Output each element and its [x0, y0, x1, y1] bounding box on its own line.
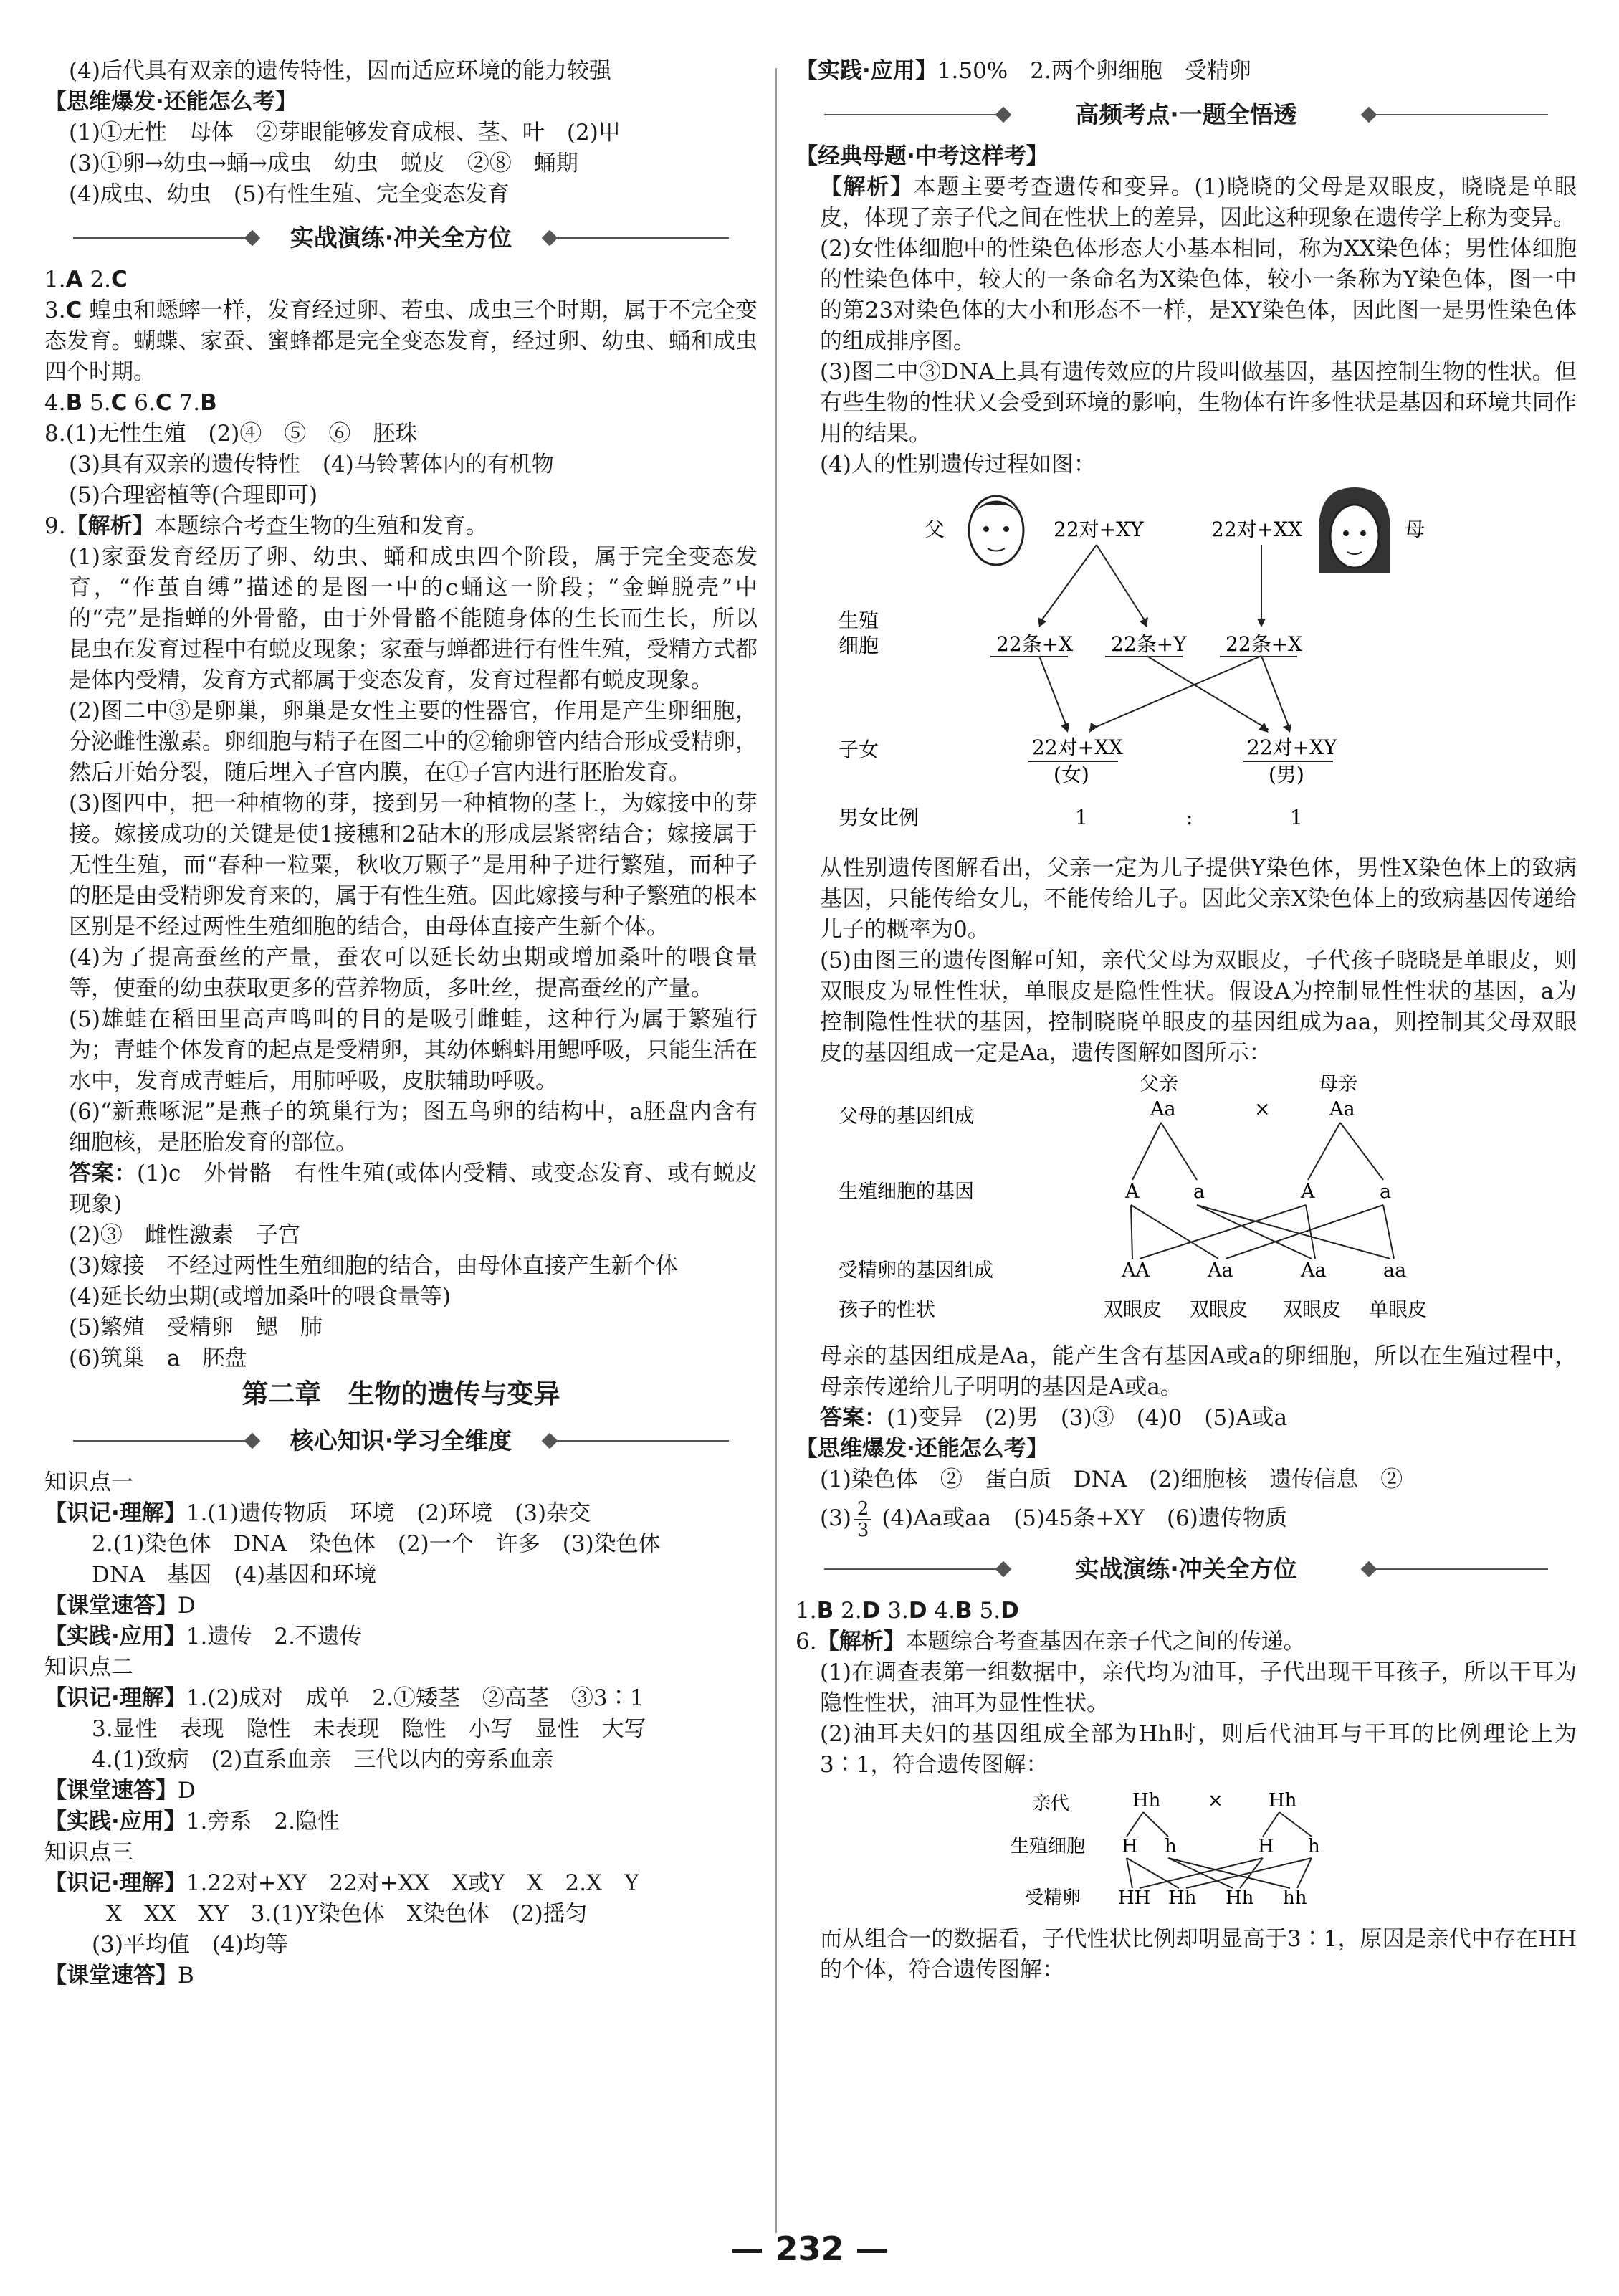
explanation-paragraph: (5)由图三的遗传图解可知，亲代父母为双眼皮，子代孩子晓晓是单眼皮，则双眼皮为显性性状，单眼皮是隐性性状。假设A为控制显性性状的基因，a为控制隐性性状的基因，控制晓晓单眼皮的基因组成为aa，则控制其父母双眼皮的基因组成一定是Aa，遗传图解如图所示：: [820, 948, 1577, 1066]
banner-diamond: [1361, 1561, 1377, 1578]
banner-rule: [73, 1440, 252, 1442]
row-label-child: 子女: [839, 738, 879, 761]
text-line: (2)③ 雌性激素 子宫: [69, 1222, 300, 1248]
explanation-paragraph: 而从组合一的数据看，子代性状比例却明显高于3∶1，原因是亲代中存在HH的个体，符合遗传图解：: [820, 1926, 1577, 1983]
banner-rule: [824, 114, 1003, 115]
explanation-text: 蝗虫和蟋蟀一样，发育经过卵、若虫、成虫三个时期，属于不完全变态发育。蝴蝶、家蚕、蜜蜂都是完全变态发育，经过卵、幼虫、蛹和成虫四个时期。: [44, 297, 758, 385]
gamete: 22条+X: [1226, 632, 1303, 656]
text-line: [44, 1621, 758, 1652]
row-label-gamete: 细胞: [839, 634, 879, 657]
text: 1.50% 2.两个卵细胞 受精卵: [937, 58, 1251, 84]
knowledge-point-title: 知识点二: [44, 1654, 133, 1680]
section-banner: [44, 1419, 758, 1463]
mother-face-icon: [1319, 487, 1390, 573]
text-line: [44, 1961, 758, 1991]
explanation-paragraph: 从性别遗传图解看出，父亲一定为儿子提供Y染色体，男性X染色体上的致病基因，只能传给女儿，不能传给儿子。因此父亲X染色体上的致病基因传递给儿子的概率为0。: [820, 855, 1577, 943]
text-line: (6)筑巢 a 胚盘: [69, 1345, 247, 1371]
sex-inheritance-diagram: [796, 480, 1577, 853]
banner-title: 高频考点·一题全悟透: [1054, 92, 1319, 137]
answer-line: [796, 1596, 1577, 1626]
explanation-paragraph: (2)油耳夫妇的基因组成全部为Hh时，则后代油耳与干耳的比例理论上为3∶1，符合遗传图解：: [820, 1721, 1577, 1778]
fraction: [854, 1499, 872, 1540]
mother-label: 母亲: [1319, 1073, 1357, 1095]
q-answer: C: [110, 390, 128, 416]
trait: 单眼皮: [1369, 1299, 1427, 1321]
text: 本题主要考查遗传和变异。(1)晓晓的父母是双眼皮，晓晓是单眼皮，体现了亲子代之间在性状上的差异，因此这种现象在遗传学上称为变异。: [820, 174, 1577, 231]
page-number: — 232 —: [730, 2229, 889, 2268]
section-banner: [796, 92, 1577, 137]
text: 1.旁系 2.隐性: [186, 1809, 340, 1834]
text-line: (1)①无性 母体 ②芽眼能够发育成根、茎、叶 (2)甲: [69, 120, 621, 146]
explanation-paragraph: (4)为了提高蚕丝的产量，蚕农可以延长幼虫期或增加桑叶的喂食量等，使蚕的幼虫获取更多的营养物质，多吐丝，提高蚕丝的产量。: [69, 945, 758, 1001]
section-tag: 【解析】: [820, 174, 914, 200]
text-line: (4)成虫、幼虫 (5)有性生殖、完全变态发育: [69, 181, 510, 207]
row-label-ratio: 男女比例: [839, 806, 920, 829]
text-line: (3)平均值 (4)均等: [92, 1932, 288, 1958]
row-label: 受精卵: [1025, 1887, 1081, 1909]
cross-symbol: ×: [1208, 1790, 1223, 1811]
row-label-gamete: 生殖: [839, 609, 879, 632]
zygote-genotype: Aa: [1208, 1259, 1233, 1282]
ratio-value: 1: [1075, 806, 1088, 829]
answer-paragraph: [44, 295, 758, 388]
zygote-genotype: Hh: [1168, 1887, 1197, 1909]
text: 1.(1)遗传物质 环境 (2)环境 (3)杂交: [186, 1500, 591, 1526]
gamete: H: [1258, 1836, 1274, 1857]
q-num: 4.: [934, 1598, 955, 1624]
q-num: 9.: [44, 513, 66, 539]
section-tag: 【课堂速答】: [44, 1778, 178, 1804]
text-line: (3)嫁接 不经过两性生殖细胞的结合，由母体直接产生新个体: [69, 1253, 678, 1279]
explanation-paragraph: (2)图二中③是卵巢，卵巢是女性主要的性器官，作用是产生卵细胞，分泌雌性激素。卵细胞与精子在图二中的②输卵管内结合形成受精卵，然后开始分裂，随后埋入子宫内膜，在①子宫内进行胚胎发育。: [69, 698, 758, 786]
answer-label: 答案：: [69, 1161, 138, 1186]
child-sex: (男): [1269, 763, 1304, 786]
q-answer: B: [955, 1598, 973, 1624]
text-line: [44, 1806, 758, 1837]
explanation-paragraph: 母亲的基因组成是Aa，能产生含有基因A或a的卵细胞，所以在生殖过程中，母亲传递给儿子明明的基因是A或a。: [820, 1343, 1577, 1400]
section-tag: 【实践·应用】: [44, 1624, 186, 1649]
q-num: 2.: [90, 267, 112, 292]
gamete: A: [1301, 1181, 1315, 1203]
explanation-text: 本题综合考查生物的生殖和发育。: [154, 513, 488, 539]
section-banner: [44, 216, 758, 260]
explanation-paragraph: (6)“新燕啄泥”是燕子的筑巢行为；图五鸟卵的结构中，a胚盘内含有细胞核，是胚胎发育的部位。: [69, 1099, 758, 1156]
q-answer: D: [1000, 1598, 1019, 1624]
column-divider: [775, 68, 777, 2233]
text-line: DNA 基因 (4)基因和环境: [92, 1562, 377, 1588]
row-label: 生殖细胞的基因: [839, 1181, 974, 1203]
text-line: 4.(1)致病 (2)直系血亲 三代以内的旁系血亲: [92, 1747, 554, 1773]
section-tag: 【实践·应用】: [796, 58, 937, 84]
row-label: 孩子的性状: [839, 1299, 935, 1321]
text-line: 2.(1)染色体 DNA 染色体 (2)一个 许多 (3)染色体: [92, 1531, 661, 1557]
answer-text: (1)变异 (2)男 (3)③ (4)0 (5)A或a: [887, 1405, 1288, 1431]
text-line: (1)染色体 ② 蛋白质 DNA (2)细胞核 遗传信息 ②: [820, 1467, 1403, 1492]
numerator: 2: [854, 1499, 872, 1520]
explanation-paragraph: (1)家蚕发育经历了卵、幼虫、蛹和成虫四个阶段，属于完全变态发育，“作茧自缚”描述的是图一中的c蛹这一阶段；“金蝉脱壳”中的“壳”是指蝉的外骨骼，由于外骨骼不能随身体的生长而生长，所以昆虫在发育过程中有蜕皮现象；家蚕与蝉都进行有性生殖，受精方式都是体内受精，发育方式都属于变态发育，发育过程都有蜕皮现象。: [69, 544, 758, 693]
text-line: (4)后代具有双亲的遗传特性，因而适应环境的能力较强: [69, 58, 611, 84]
q-num: 2.: [841, 1598, 862, 1624]
answer-text: (1)c 外骨骼 有性生殖(或体内受精、或变态发育、或有蜕皮现象): [69, 1161, 758, 1217]
knowledge-point-title: 知识点三: [44, 1839, 133, 1865]
banner-title: 核心知识·学习全维度: [269, 1419, 534, 1463]
text: 本题综合考查基因在亲子代之间的传递。: [905, 1629, 1306, 1654]
text: (4)Aa或aa (5)45条+XY (6)遗传物质: [882, 1505, 1287, 1531]
text-line: X XX XY 3.(1)Y染色体 X染色体 (2)摇匀: [106, 1901, 588, 1927]
q-num: 5.: [979, 1598, 1001, 1624]
section-tag: 【课堂速答】: [44, 1593, 178, 1619]
gamete: H: [1122, 1836, 1138, 1857]
q-num: 3.: [44, 297, 66, 323]
gamete: A: [1125, 1181, 1140, 1203]
father-label: 父亲: [1140, 1073, 1178, 1095]
section-tag: 【实践·应用】: [44, 1809, 186, 1834]
q-answer: C: [111, 267, 128, 292]
answer-line: [44, 388, 758, 419]
text-line: (4)延长幼虫期(或增加桑叶的喂食量等): [69, 1284, 452, 1310]
trait: 双眼皮: [1190, 1299, 1248, 1321]
text-line: (5)合理密植等(合理即可): [69, 482, 318, 508]
answer-line: [44, 265, 758, 295]
banner-diamond: [995, 1561, 1012, 1578]
father-genotype: 22对+XY: [1054, 518, 1144, 541]
mother-genotype: 22对+XX: [1211, 518, 1302, 541]
section-tag: 【识记·理解】: [44, 1685, 186, 1711]
q-answer: A: [65, 267, 83, 292]
section-tag: 【经典母题·中考这样考】: [796, 143, 1049, 169]
q-num: 3.: [887, 1598, 909, 1624]
gamete: h: [1165, 1836, 1177, 1857]
ratio-value: 1: [1290, 806, 1303, 829]
q-num: 6.: [796, 1629, 817, 1654]
left-column: [44, 56, 758, 1991]
banner-rule: [550, 1440, 729, 1442]
explanation-paragraph: (3)图四中，把一种植物的芽，接到另一种植物的茎上，为嫁接中的芽接。嫁接成功的关键是使1接穗和2砧木的形成层紧密结合；嫁接属于无性生殖，而“春种一粒粟，秋收万颗子”是用种子进行繁殖，而种子的胚是由受精卵发育来的，属于有性生殖。因此嫁接与种子繁殖的根本区别是不经过两性生殖细胞的结合，由母体直接产生新个体。: [69, 791, 758, 940]
banner-title: 实战演练·冲关全方位: [1054, 1547, 1319, 1591]
text: B: [178, 1963, 194, 1988]
child-genotype: 22对+XY: [1247, 735, 1337, 759]
section-tag: 【识记·理解】: [44, 1870, 186, 1896]
gamete: a: [1380, 1181, 1392, 1203]
banner-diamond: [244, 230, 261, 247]
q-num: 7.: [178, 390, 201, 416]
child-sex: (女): [1054, 763, 1089, 786]
gamete: 22条+X: [996, 632, 1074, 656]
text-line: [796, 56, 1577, 87]
text-line: (3)具有双亲的遗传特性 (4)马铃薯体内的有机物: [69, 452, 554, 477]
section-tag: 【识记·理解】: [44, 1500, 186, 1526]
diagram-arrows: [1131, 1123, 1394, 1259]
explanation-paragraph: (2)女性体细胞中的性染色体形态大小基本相同，称为XX染色体；男性体细胞的性染色体中，较大的一条命名为X染色体，较小一条称为Y染色体，图一中的第23对染色体的大小和形态不一样，是XY染色体，因此图一是男性染色体的组成排序图。: [820, 236, 1577, 354]
banner-rule: [1369, 114, 1548, 115]
text-line: 3.显性 表现 隐性 未表现 隐性 小写 显性 大写: [92, 1716, 646, 1742]
zygote-genotype: hh: [1283, 1887, 1307, 1909]
parent-genotype: Hh: [1132, 1790, 1161, 1811]
row-label: 父母的基因组成: [839, 1105, 974, 1128]
text-line: [44, 1591, 758, 1621]
chapter-title: 第二章 生物的遗传与变异: [242, 1378, 560, 1409]
parent-genotype: Hh: [1269, 1790, 1297, 1811]
explanation-paragraph: (1)在调查表第一组数据中，亲代均为油耳，子代出现干耳孩子，所以干耳为隐性性状，油耳为显性性状。: [820, 1659, 1577, 1716]
zygote-genotype: aa: [1383, 1259, 1407, 1282]
section-tag: 【思维爆发·还能怎么考】: [796, 1436, 1049, 1462]
text: D: [178, 1778, 196, 1804]
zygote-genotype: HH: [1118, 1887, 1151, 1909]
child-genotype: 22对+XX: [1032, 735, 1123, 759]
text: 1.遗传 2.不遗传: [186, 1624, 362, 1649]
section-banner: [796, 1547, 1577, 1591]
text-line: (5)繁殖 受精卵 鳃 肺: [69, 1315, 323, 1340]
q-num: 1.: [44, 267, 66, 292]
text-line: 8.(1)无性生殖 (2)④ ⑤ ⑥ 胚珠: [44, 421, 418, 447]
explanation-paragraph: (5)雄蛙在稻田里高声鸣叫的目的是吸引雌蛙，这种行为属于繁殖行为；青蛙个体发育的起点是受精卵，其幼体蝌蚪用鳃呼吸，只能生活在水中，发育成青蛙后，用肺呼吸，皮肤辅助呼吸。: [69, 1006, 758, 1094]
zygote-genotype: Hh: [1226, 1887, 1254, 1909]
text: 1.22对+XY 22对+XX X或Y X 2.X Y: [186, 1870, 639, 1896]
banner-rule: [73, 237, 252, 239]
banner-diamond: [1361, 107, 1377, 123]
banner-diamond: [244, 1433, 261, 1449]
mother-label: 母: [1405, 518, 1425, 541]
answer-block: [44, 1158, 758, 1220]
parent-genotype: Aa: [1150, 1098, 1176, 1120]
trait: 双眼皮: [1104, 1299, 1162, 1321]
text-line: [44, 1776, 758, 1806]
text-line: (4)人的性别遗传过程如图：: [820, 452, 1096, 477]
right-column: [796, 56, 1577, 1986]
banner-diamond: [995, 107, 1012, 123]
explanation-paragraph: [796, 172, 1577, 234]
banner-diamond: [542, 1433, 558, 1449]
q-answer: B: [816, 1598, 834, 1624]
zygote-genotype: Aa: [1301, 1259, 1327, 1282]
trait: 双眼皮: [1283, 1299, 1341, 1321]
zygote-genotype: AA: [1122, 1259, 1150, 1282]
text: (3): [820, 1505, 851, 1531]
text: D: [178, 1593, 196, 1619]
q-answer: B: [200, 390, 217, 416]
explanation-paragraph: (3)图二中③DNA上具有遗传效应的片段叫做基因，基因控制生物的性状。但有些生物的性状又会受到环境的影响，生物体有许多性状是基因和环境共同作用的结果。: [820, 359, 1577, 447]
gamete: 22条+Y: [1111, 632, 1187, 656]
q-num: 6.: [134, 390, 156, 416]
banner-title: 实战演练·冲关全方位: [269, 216, 534, 260]
row-label: 亲代: [1032, 1793, 1070, 1814]
knowledge-point-title: 知识点一: [44, 1469, 133, 1495]
text-line: [796, 1495, 1577, 1541]
row-label: 生殖细胞: [1011, 1836, 1086, 1857]
section-tag: 【解析】: [816, 1629, 906, 1654]
q-answer: D: [908, 1598, 927, 1624]
answer-line: [796, 1626, 1577, 1657]
father-face-icon: [969, 496, 1023, 565]
q-num: 5.: [90, 390, 111, 416]
q-num: 1.: [796, 1598, 817, 1624]
banner-rule: [1369, 1568, 1548, 1570]
q-answer: B: [65, 390, 83, 416]
banner-diamond: [542, 230, 558, 247]
ratio-colon: :: [1186, 806, 1193, 829]
gamete: a: [1193, 1181, 1205, 1203]
section-tag: 【课堂速答】: [44, 1963, 178, 1988]
diagram-arrows: [1127, 1812, 1312, 1888]
cross-symbol: ×: [1254, 1098, 1271, 1120]
answer-label: 答案：: [820, 1405, 887, 1431]
earwax-inheritance-diagram: [796, 1781, 1577, 1924]
text-line: [44, 1683, 758, 1714]
section-tag: 【解析】: [65, 513, 155, 539]
eyelid-inheritance-diagram: [796, 1069, 1577, 1341]
q-answer: D: [861, 1598, 881, 1624]
answer-block: [796, 1403, 1577, 1434]
text-line: (3)①卵→幼虫→蛹→成虫 幼虫 蜕皮 ②⑧ 蛹期: [69, 151, 578, 176]
banner-rule: [550, 237, 729, 239]
q-answer: C: [65, 297, 82, 323]
parent-genotype: Aa: [1329, 1098, 1355, 1120]
answer-paragraph: [44, 511, 758, 542]
section-tag: 【思维爆发·还能怎么考】: [44, 89, 297, 115]
text: 1.(2)成对 成单 2.①矮茎 ②高茎 ③3∶1: [186, 1685, 644, 1711]
text-line: [44, 1868, 758, 1899]
father-label: 父: [925, 518, 945, 541]
row-label: 受精卵的基因组成: [839, 1259, 993, 1282]
denominator: 3: [856, 1519, 869, 1541]
gamete: h: [1308, 1836, 1320, 1857]
banner-rule: [824, 1568, 1003, 1570]
text-line: [44, 1498, 758, 1529]
q-answer: C: [155, 390, 172, 416]
q-num: 4.: [44, 390, 66, 416]
